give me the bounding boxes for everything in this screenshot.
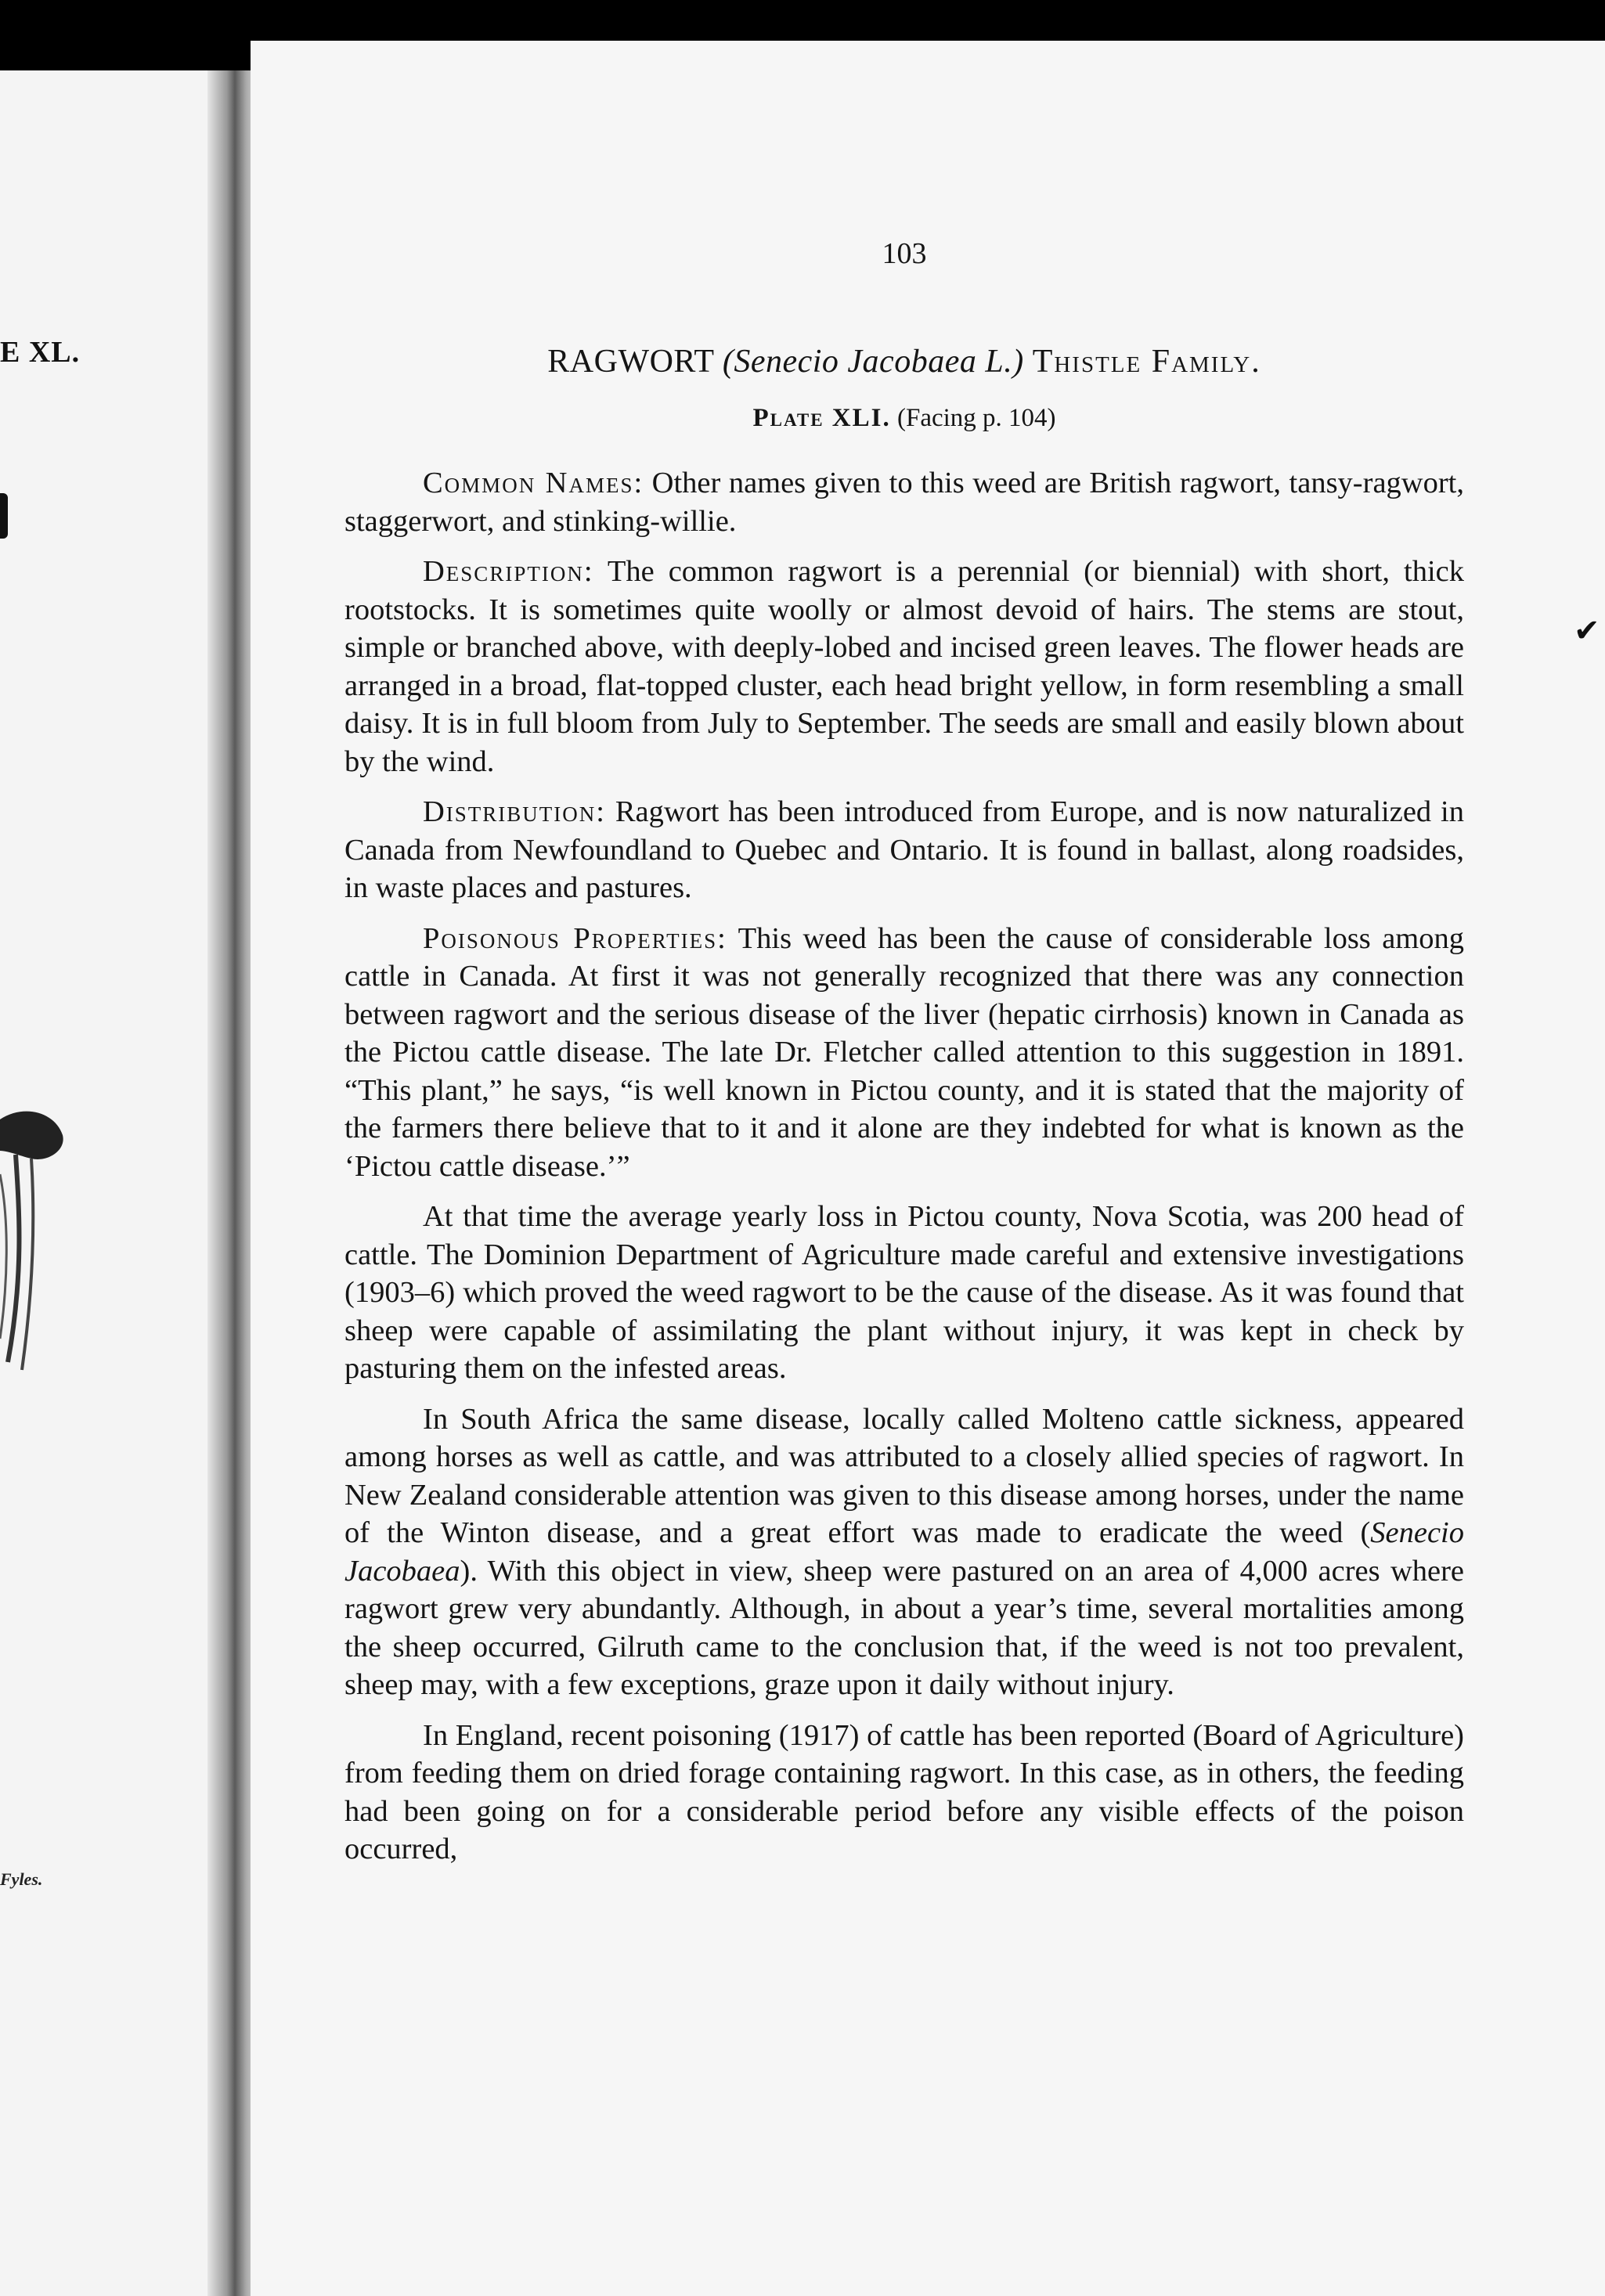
article-title (344, 343, 1464, 380)
paragraph-text: In South Africa the same disease, locally called Molteno cattle sickness, appeared among horses as well as cattle, and was attributed to a closely allied species of ragwort. In New Zealand considerable attention was given to this disease among horses, under the name of the Winton disease, and a great effort was made to eradicate the weed ( (344, 1402, 1464, 1549)
scientific-name-inline: Senecio Jacobaea (344, 1516, 1464, 1588)
page-number: 103 (882, 237, 927, 270)
plate-facing: (Facing p. 104) (896, 404, 1056, 432)
section-text: This weed has been the cause of considerable loss among cattle in Canada. At first it was not generally recognized that there was any connection between ragwort and the serious disease of the liver (hepatic cirrhosis) known in Canada as the Pictou cattle disease. The late Dr. Fletcher called attention to this suggestion in 1891. “This plant,” he says, “is well known in Pictou county, and it is stated that the majority of the farmers there believe that to it and it alone are they indebted for what is known as the ‘Pictou cattle disease.’” (344, 921, 1464, 1183)
section-description (344, 553, 1464, 780)
section-text: Ragwort has been introduced from Europe, and is now naturalized in Canada from Newfoundland to Quebec and Ontario. It is found in ballast, along roadsides, in waste places and pastures. (344, 795, 1464, 904)
paragraph-south-africa (344, 1400, 1464, 1704)
section-text: Other names given to this weed are British ragwort, tansy-ragwort, staggerwort, and stinking-willie. (344, 467, 1464, 538)
section-heading: Common Names: (423, 467, 644, 499)
plant-family: Thistle Family. (1032, 344, 1261, 380)
section-heading: Description: (423, 555, 594, 588)
plate-label: Plate XLI. (752, 404, 891, 432)
section-text: The common ragwort is a perennial (or biennial) with short, thick rootstocks. It is sometimes quite woolly or almost devoid of hairs. The stems are stout, simple or branched above, with deeply-lobed and incised green leaves. The flower heads are arranged in a broad, flat-topped cluster, each head bright yellow, in form resembling a small daisy. It is in full bloom from July to September. The seeds are small and easily blown about by the wind. (344, 555, 1464, 778)
section-poisonous-properties (344, 920, 1464, 1186)
printed-mark (0, 493, 8, 539)
paragraph-pictou: At that time the average yearly loss in Pictou county, Nova Scotia, was 200 head of cattle. The Dominion Department of Agriculture made careful and extensive investigations (1903–6) which proved the weed ragwort to be the cause of the disease. As it was found that sheep were capable of assimilating the plant without injury, it was kept in check by pasturing them on the infested areas. (344, 1200, 1464, 1385)
page-text (344, 236, 1464, 1881)
section-distribution (344, 793, 1464, 907)
scientific-name: (Senecio Jacobaea L.) (722, 344, 1024, 380)
section-heading: Distribution: (423, 795, 606, 828)
section-common-names (344, 464, 1464, 540)
common-name: RAGWORT (547, 344, 714, 380)
artist-credit: Fyles. (0, 1869, 43, 1889)
stray-mark: ✔ (1574, 613, 1600, 648)
plate-line (344, 404, 1464, 433)
right-page (251, 41, 1605, 2296)
section-heading: Poisonous Properties: (423, 921, 727, 955)
paragraph-england: In England, recent poisoning (1917) of cattle has been reported (Board of Agriculture) from feeding them on dried forage containing ragwort. In this case, as in others, the feeding had been going on for a considerable period before any visible effects of the poison occurred, (344, 1718, 1464, 1865)
plant-illustration-fragment (0, 1104, 78, 1386)
plate-reference: E XL. (0, 336, 81, 369)
left-facing-page (0, 70, 215, 2296)
paragraph-text: ). With this object in view, sheep were pastured on an area of 4,000 acres where ragwort grew very abundantly. Although, in about a year’s time, several mortalities among the sheep occurred, Gilruth came to the conclusion that, if the weed is not too prevalent, sheep may, with a few exceptions, graze upon it daily without injury. (344, 1554, 1464, 1701)
